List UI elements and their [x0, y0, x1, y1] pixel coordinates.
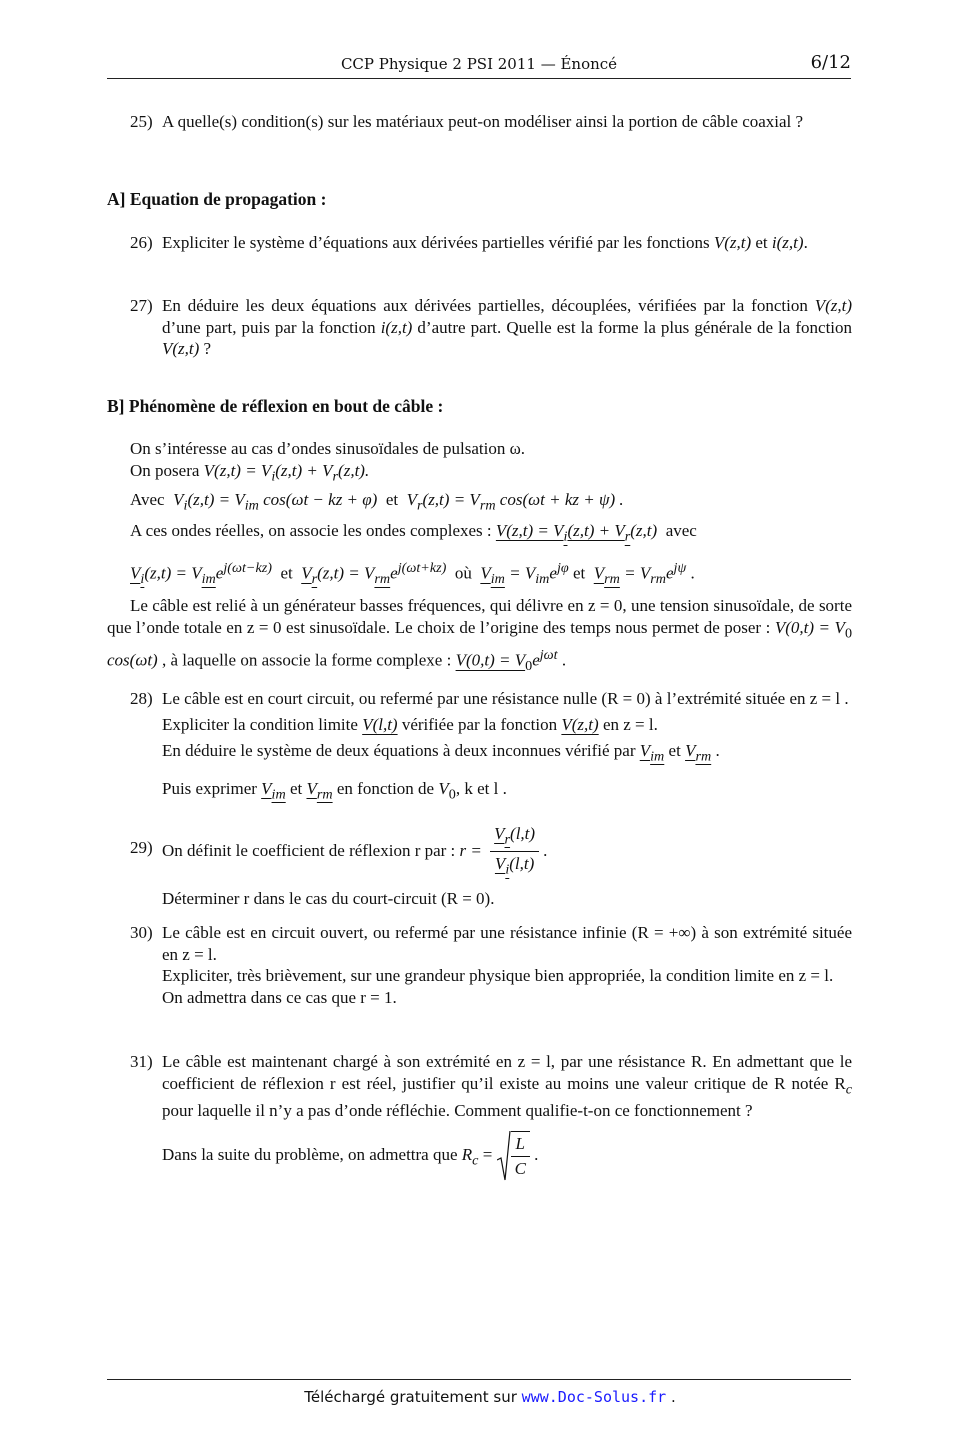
question-number: 27) [130, 296, 153, 315]
intro-line-2: On posera $V(z,t) = V_i(z,t) + V_r(z,t)$. [130, 460, 370, 484]
question-text: A quelle(s) condition(s) sur les matériaux peut-on modéliser ainsi la portion de câble coaxial ? [162, 112, 804, 131]
question-text: Le câble est en court circuit, ou refermé par une résistance nulle (R = 0) à l’extrémité située en z = l . Expliciter la condition limite V(l,t) vérifiée par la fonction V(z,t) en z = l. En déduire le système de deux équations à deux inconnues vérifié par $V_{im}$ et $V_{rm}$ . Puis exprimer $V_{im}$ et $V_{rm}$ en fonction de $V_0$, k et l . [162, 689, 849, 803]
question-text: Expliciter le système d’équations aux dérivées partielles vérifié par les fonctions V(z,t) et i(z,t). [162, 233, 808, 252]
question-25 [130, 111, 852, 133]
intro-line-4: A ces ondes réelles, on associe les ondes complexes : $V(z,t) = V_i(z,t) + V_r(z,t)$ avec [130, 521, 697, 545]
sqrt-sign-icon [497, 1130, 511, 1182]
section-b-title: B] Phénomène de réflexion en bout de câble : [107, 396, 444, 416]
question-27 [130, 295, 852, 360]
page-header [107, 52, 851, 79]
header-title: CCP Physique 2 PSI 2011 — Énoncé [340, 55, 618, 73]
question-26 [130, 232, 852, 254]
question-number: 29) [130, 838, 153, 857]
question-28 [130, 688, 852, 806]
question-number: 26) [130, 233, 153, 252]
question-number: 30) [130, 923, 153, 942]
question-number: 25) [130, 112, 153, 131]
reflection-fraction: $\frac{V_r(l,t)}{V_i(l,t)}$ [490, 822, 539, 882]
intro-line-3: Avec $V_i(z,t) = V_{im}$ cos(ωt − kz + φ) et $V_r(z,t) = V_{rm}$ cos(ωt + kz + ψ) . [130, 490, 624, 514]
question-number: 31) [130, 1052, 153, 1071]
footer-link[interactable]: www.Doc-Solus.fr [521, 1388, 667, 1406]
question-text: Le câble est maintenant chargé à son extrémité en z = l, par une résistance R. En admettant que le coefficient de réflexion r est réel, justifier qu’il existe au moins une valeur critique de R notée $R_c$ pour laquelle il n’y a pas d’onde réfléchie. Comment qualifie-t-on ce fonctionnement ? Dans la suite du problème, on admettra que $R_c$ = $\frac{L}{C}$ . [162, 1051, 852, 1182]
question-30 [130, 922, 852, 1008]
sqrt-expression: $\frac{L}{C}$ [497, 1130, 530, 1182]
question-text: En déduire les deux équations aux dérivées partielles, découplées, vérifiées par la fonction V(z,t) d’une part, puis par la fonction i(z,t) d’autre part. Quelle est la forme la plus générale de la fonction V(z,t) ? [162, 296, 853, 358]
question-31 [130, 1051, 852, 1182]
intro-line-1: On s’intéresse au cas d’ondes sinusoïdales de pulsation ω. [130, 439, 526, 458]
footer-rule [107, 1379, 851, 1380]
intro-line-5: $V_i(z,t) = V_{im}e^{j(\omega t-kz)}$ et $V_r(z,t) = V_{rm}e^{j(\omega t+kz)}$ où $V_{im} = V_{im}e^{j\varphi}$ et $V_{rm} = V_{rm}e^{j\psi}$ . [130, 560, 695, 588]
intro-paragraph [130, 438, 852, 591]
question-text: On définit le coefficient de réflexion r par : r = $\frac{V_r(l,t)}{V_i(l,t)}$ . Déterminer r dans le cas du court-circuit (R = 0). [162, 824, 548, 908]
page-number: 6/12 [810, 52, 851, 73]
question-29 [130, 822, 852, 909]
section-a-title: A] Equation de propagation : [107, 189, 327, 209]
generator-paragraph: Le câble est relié à un générateur basses fréquences, qui délivre en z = 0, une tension sinusoïdale, de sorte que l’onde totale en z = 0 est sinusoïdale. Le choix de l’origine des temps nous permet de poser : $V(0,t) = V_0$ cos(ωt) , à laquelle on associe la forme complexe : $V(0,t) = V_0e^{j\omega t}$ . [107, 596, 853, 675]
page-footer: Téléchargé gratuitement sur www.Doc-Solus.fr . [304, 1388, 676, 1406]
question-text: Le câble est en circuit ouvert, ou refermé par une résistance infinie (R = +∞) à son extrémité située en z = l. Expliciter, très brièvement, sur une grandeur physique bien appropriée, la condition limite en z = l. On admettra dans ce cas que r = 1. [162, 923, 852, 1007]
question-number: 28) [130, 689, 153, 708]
